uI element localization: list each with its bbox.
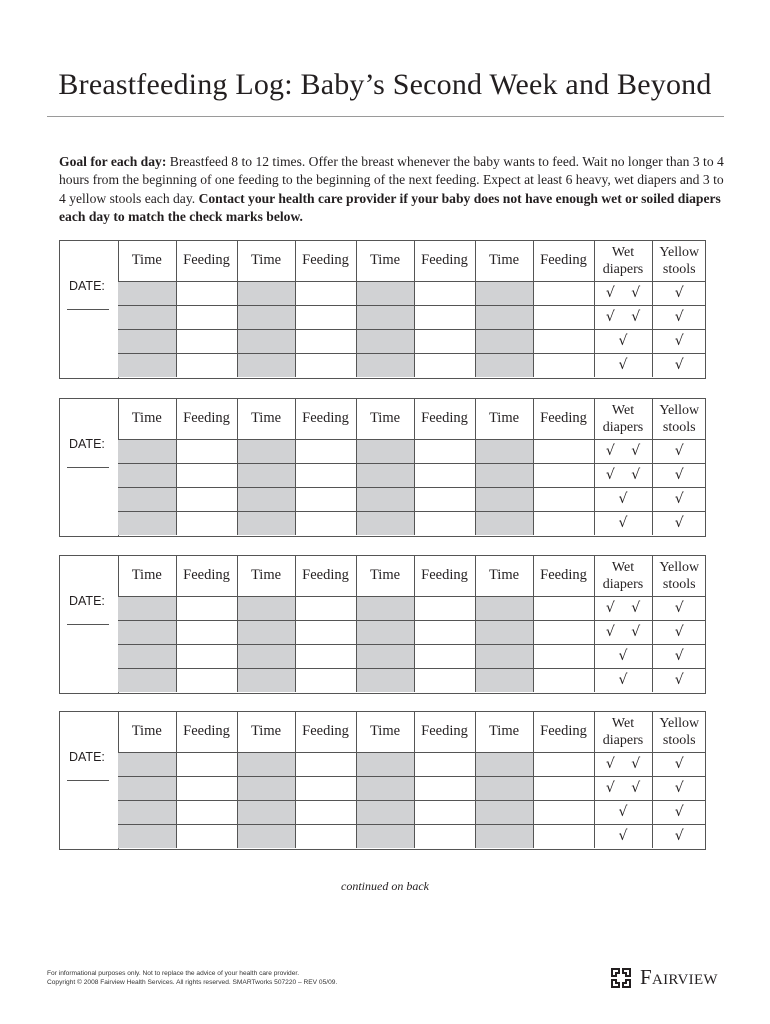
time-cell[interactable] — [237, 776, 295, 800]
feeding-cell[interactable] — [176, 511, 237, 535]
time-cell[interactable] — [475, 668, 533, 692]
time-cell[interactable] — [118, 353, 176, 377]
wet-diaper-checks: √ — [594, 487, 652, 511]
feeding-cell[interactable] — [176, 824, 237, 848]
log-row — [118, 463, 706, 487]
time-cell[interactable] — [356, 824, 414, 848]
time-cell[interactable] — [356, 305, 414, 329]
feeding-cell[interactable] — [176, 620, 237, 644]
column-header: Time — [356, 399, 414, 439]
log-row — [118, 824, 706, 848]
time-cell[interactable] — [237, 487, 295, 511]
column-header: Feeding — [176, 556, 237, 596]
time-cell[interactable] — [356, 620, 414, 644]
wet-diaper-checks: √ √ — [594, 596, 652, 620]
time-cell[interactable] — [237, 620, 295, 644]
yellow-stool-checks: √ — [652, 439, 706, 463]
time-cell[interactable] — [475, 439, 533, 463]
feeding-cell[interactable] — [414, 824, 475, 848]
column-header: Time — [118, 241, 176, 281]
time-cell[interactable] — [475, 800, 533, 824]
column-header: Time — [356, 712, 414, 752]
column-header: Time — [237, 556, 295, 596]
time-cell[interactable] — [118, 281, 176, 305]
column-header: Time — [475, 556, 533, 596]
feeding-cell[interactable] — [533, 487, 594, 511]
feeding-cell[interactable] — [295, 776, 356, 800]
column-header: Feeding — [533, 241, 594, 281]
log-row — [118, 281, 706, 305]
time-cell[interactable] — [475, 596, 533, 620]
column-header: Time — [237, 399, 295, 439]
feeding-cell[interactable] — [176, 329, 237, 353]
footer-disclaimer: For informational purposes only. Not to replace the advice of your health care provider. — [47, 970, 300, 977]
feeding-cell[interactable] — [176, 353, 237, 377]
time-cell[interactable] — [118, 776, 176, 800]
feeding-cell[interactable] — [176, 752, 237, 776]
feeding-cell[interactable] — [176, 463, 237, 487]
feeding-cell[interactable] — [414, 281, 475, 305]
column-header: Yellow stools — [652, 241, 706, 281]
time-cell[interactable] — [237, 824, 295, 848]
yellow-stool-checks: √ — [652, 487, 706, 511]
wet-diaper-checks: √ √ — [594, 305, 652, 329]
feeding-cell[interactable] — [176, 281, 237, 305]
log-row — [118, 776, 706, 800]
time-cell[interactable] — [356, 644, 414, 668]
feeding-cell[interactable] — [295, 463, 356, 487]
feeding-log-table — [59, 398, 706, 537]
column-header: Time — [118, 399, 176, 439]
feeding-cell[interactable] — [295, 439, 356, 463]
column-header: Feeding — [176, 712, 237, 752]
time-cell[interactable] — [475, 511, 533, 535]
yellow-stool-checks: √ — [652, 824, 706, 848]
yellow-stool-checks: √ — [652, 800, 706, 824]
feeding-cell[interactable] — [414, 329, 475, 353]
feeding-cell[interactable] — [533, 329, 594, 353]
feeding-cell[interactable] — [295, 487, 356, 511]
time-cell[interactable] — [475, 463, 533, 487]
time-cell[interactable] — [356, 800, 414, 824]
time-cell[interactable] — [475, 824, 533, 848]
wet-diaper-checks: √ √ — [594, 439, 652, 463]
date-column — [60, 241, 119, 378]
time-cell[interactable] — [475, 776, 533, 800]
time-cell[interactable] — [118, 752, 176, 776]
log-row — [118, 620, 706, 644]
feeding-cell[interactable] — [295, 305, 356, 329]
time-cell[interactable] — [118, 644, 176, 668]
feeding-cell[interactable] — [533, 752, 594, 776]
time-cell[interactable] — [118, 305, 176, 329]
column-header: Feeding — [176, 399, 237, 439]
time-cell[interactable] — [237, 353, 295, 377]
feeding-cell[interactable] — [414, 463, 475, 487]
column-header: Feeding — [414, 241, 475, 281]
wet-diaper-checks: √ √ — [594, 620, 652, 644]
date-label: DATE: — [69, 750, 105, 764]
column-header: Feeding — [533, 556, 594, 596]
time-cell[interactable] — [237, 329, 295, 353]
feeding-cell[interactable] — [414, 487, 475, 511]
feeding-cell[interactable] — [295, 596, 356, 620]
feeding-cell[interactable] — [295, 353, 356, 377]
feeding-cell[interactable] — [533, 668, 594, 692]
wet-diaper-checks: √ √ — [594, 776, 652, 800]
date-label: DATE: — [69, 594, 105, 608]
date-entry-line[interactable] — [67, 780, 109, 781]
column-header: Yellow stools — [652, 399, 706, 439]
time-cell[interactable] — [237, 305, 295, 329]
time-cell[interactable] — [237, 596, 295, 620]
column-header: Time — [475, 241, 533, 281]
feeding-cell[interactable] — [295, 800, 356, 824]
log-row — [118, 644, 706, 668]
feeding-cell[interactable] — [176, 800, 237, 824]
time-cell[interactable] — [237, 668, 295, 692]
column-header: Feeding — [533, 399, 594, 439]
column-header: Feeding — [295, 556, 356, 596]
feeding-cell[interactable] — [533, 620, 594, 644]
feeding-cell[interactable] — [414, 596, 475, 620]
column-header: Feeding — [533, 712, 594, 752]
wet-diaper-checks: √ — [594, 353, 652, 377]
feeding-cell[interactable] — [414, 800, 475, 824]
feeding-cell[interactable] — [533, 776, 594, 800]
wet-diaper-checks: √ — [594, 329, 652, 353]
date-label: DATE: — [69, 279, 105, 293]
column-header: Time — [356, 241, 414, 281]
wet-diaper-checks: √ — [594, 800, 652, 824]
time-cell[interactable] — [356, 668, 414, 692]
feeding-cell[interactable] — [414, 668, 475, 692]
time-cell[interactable] — [237, 752, 295, 776]
time-cell[interactable] — [356, 487, 414, 511]
wet-diaper-checks: √ √ — [594, 463, 652, 487]
date-column — [60, 556, 119, 693]
time-cell[interactable] — [118, 824, 176, 848]
wet-diaper-checks: √ — [594, 668, 652, 692]
log-row — [118, 439, 706, 463]
feeding-cell[interactable] — [414, 644, 475, 668]
feeding-cell[interactable] — [295, 620, 356, 644]
date-column — [60, 712, 119, 849]
wet-diaper-checks: √ √ — [594, 281, 652, 305]
log-row — [118, 752, 706, 776]
feeding-cell[interactable] — [176, 776, 237, 800]
goal-emphasis: Contact your health care provider if your baby does not have enough wet or soiled diapers each day to match the check marks below. — [59, 190, 721, 225]
feeding-cell[interactable] — [295, 752, 356, 776]
time-cell[interactable] — [475, 281, 533, 305]
feeding-cell[interactable] — [295, 281, 356, 305]
column-header: Feeding — [414, 399, 475, 439]
time-cell[interactable] — [118, 463, 176, 487]
time-cell[interactable] — [118, 596, 176, 620]
feeding-cell[interactable] — [414, 305, 475, 329]
feeding-cell[interactable] — [176, 439, 237, 463]
date-entry-line[interactable] — [67, 309, 109, 310]
footer-copyright: Copyright © 2008 Fairview Health Services. All rights reserved. SMARTworks 507220 – REV 05/09. — [47, 979, 338, 986]
log-grid — [118, 399, 706, 535]
fairview-logo-icon — [610, 967, 632, 989]
column-header: Yellow stools — [652, 556, 706, 596]
time-cell[interactable] — [118, 800, 176, 824]
time-cell[interactable] — [118, 511, 176, 535]
wet-diaper-checks: √ √ — [594, 752, 652, 776]
time-cell[interactable] — [118, 668, 176, 692]
log-row — [118, 511, 706, 535]
time-cell[interactable] — [237, 439, 295, 463]
time-cell[interactable] — [356, 776, 414, 800]
feeding-cell[interactable] — [533, 800, 594, 824]
wet-diaper-checks: √ — [594, 644, 652, 668]
time-cell[interactable] — [475, 644, 533, 668]
feeding-cell[interactable] — [295, 668, 356, 692]
feeding-cell[interactable] — [533, 281, 594, 305]
feeding-cell[interactable] — [176, 596, 237, 620]
time-cell[interactable] — [118, 620, 176, 644]
yellow-stool-checks: √ — [652, 752, 706, 776]
column-header: Wet diapers — [594, 399, 652, 439]
column-header: Feeding — [295, 712, 356, 752]
time-cell[interactable] — [118, 329, 176, 353]
column-header: Yellow stools — [652, 712, 706, 752]
yellow-stool-checks: √ — [652, 329, 706, 353]
yellow-stool-checks: √ — [652, 620, 706, 644]
goal-paragraph — [59, 153, 724, 227]
feeding-cell[interactable] — [176, 668, 237, 692]
fairview-logo — [610, 965, 718, 990]
feeding-cell[interactable] — [414, 511, 475, 535]
yellow-stool-checks: √ — [652, 668, 706, 692]
yellow-stool-checks: √ — [652, 776, 706, 800]
feeding-cell[interactable] — [533, 824, 594, 848]
title-divider — [47, 116, 724, 117]
time-cell[interactable] — [118, 487, 176, 511]
time-cell[interactable] — [237, 281, 295, 305]
feeding-log-table — [59, 240, 706, 379]
goal-text: Breastfeed 8 to 12 times. Offer the breast whenever the baby wants to feed. Wait no longer than 3 to 4 hours from the beginning of one feeding to the beginning of the next feeding. Expect at least 6 heavy, wet diapers and 3 to 4 yellow stools each day. — [59, 154, 724, 206]
time-cell[interactable] — [356, 353, 414, 377]
log-row — [118, 305, 706, 329]
yellow-stool-checks: √ — [652, 596, 706, 620]
log-row — [118, 596, 706, 620]
time-cell[interactable] — [475, 487, 533, 511]
time-cell[interactable] — [475, 353, 533, 377]
log-row — [118, 800, 706, 824]
time-cell[interactable] — [356, 439, 414, 463]
log-grid — [118, 241, 706, 377]
footer — [47, 969, 337, 987]
column-header: Feeding — [414, 712, 475, 752]
log-row — [118, 353, 706, 377]
column-header: Time — [475, 399, 533, 439]
feeding-cell[interactable] — [176, 644, 237, 668]
log-row — [118, 487, 706, 511]
column-header: Wet diapers — [594, 241, 652, 281]
time-cell[interactable] — [356, 596, 414, 620]
time-cell[interactable] — [356, 281, 414, 305]
yellow-stool-checks: √ — [652, 644, 706, 668]
time-cell[interactable] — [475, 305, 533, 329]
time-cell[interactable] — [356, 752, 414, 776]
fairview-logo-text: Fairview — [640, 965, 718, 989]
feeding-cell[interactable] — [414, 620, 475, 644]
time-cell[interactable] — [475, 620, 533, 644]
log-row — [118, 668, 706, 692]
column-header: Feeding — [414, 556, 475, 596]
feeding-cell[interactable] — [414, 439, 475, 463]
time-cell[interactable] — [356, 329, 414, 353]
column-header: Wet diapers — [594, 712, 652, 752]
time-cell[interactable] — [356, 511, 414, 535]
yellow-stool-checks: √ — [652, 353, 706, 377]
feeding-cell[interactable] — [414, 776, 475, 800]
feeding-cell[interactable] — [295, 644, 356, 668]
feeding-cell[interactable] — [295, 329, 356, 353]
column-header: Time — [475, 712, 533, 752]
date-entry-line[interactable] — [67, 624, 109, 625]
time-cell[interactable] — [237, 644, 295, 668]
date-label: DATE: — [69, 437, 105, 451]
feeding-cell[interactable] — [533, 439, 594, 463]
time-cell[interactable] — [237, 511, 295, 535]
feeding-cell[interactable] — [176, 305, 237, 329]
date-entry-line[interactable] — [67, 467, 109, 468]
feeding-log-table — [59, 711, 706, 850]
log-grid — [118, 556, 706, 692]
column-header: Time — [118, 712, 176, 752]
yellow-stool-checks: √ — [652, 511, 706, 535]
yellow-stool-checks: √ — [652, 463, 706, 487]
time-cell[interactable] — [356, 463, 414, 487]
column-header: Wet diapers — [594, 556, 652, 596]
log-row — [118, 329, 706, 353]
column-header: Time — [356, 556, 414, 596]
feeding-cell[interactable] — [533, 511, 594, 535]
time-cell[interactable] — [475, 329, 533, 353]
column-header: Time — [237, 712, 295, 752]
time-cell[interactable] — [118, 439, 176, 463]
wet-diaper-checks: √ — [594, 511, 652, 535]
yellow-stool-checks: √ — [652, 305, 706, 329]
feeding-cell[interactable] — [176, 487, 237, 511]
feeding-cell[interactable] — [533, 644, 594, 668]
continued-note: continued on back — [341, 879, 429, 893]
feeding-cell[interactable] — [414, 752, 475, 776]
time-cell[interactable] — [237, 800, 295, 824]
page-title: Breastfeeding Log: Baby’s Second Week and Beyond — [58, 68, 712, 101]
time-cell[interactable] — [237, 463, 295, 487]
yellow-stool-checks: √ — [652, 281, 706, 305]
date-column — [60, 399, 119, 536]
feeding-cell[interactable] — [295, 824, 356, 848]
feeding-cell[interactable] — [533, 596, 594, 620]
feeding-log-table — [59, 555, 706, 694]
column-header: Feeding — [176, 241, 237, 281]
goal-label: Goal for each day: — [59, 154, 167, 169]
wet-diaper-checks: √ — [594, 824, 652, 848]
feeding-cell[interactable] — [533, 463, 594, 487]
feeding-cell[interactable] — [295, 511, 356, 535]
feeding-cell[interactable] — [533, 305, 594, 329]
column-header: Time — [118, 556, 176, 596]
feeding-cell[interactable] — [414, 353, 475, 377]
feeding-cell[interactable] — [533, 353, 594, 377]
column-header: Feeding — [295, 241, 356, 281]
log-grid — [118, 712, 706, 848]
time-cell[interactable] — [475, 752, 533, 776]
column-header: Time — [237, 241, 295, 281]
column-header: Feeding — [295, 399, 356, 439]
